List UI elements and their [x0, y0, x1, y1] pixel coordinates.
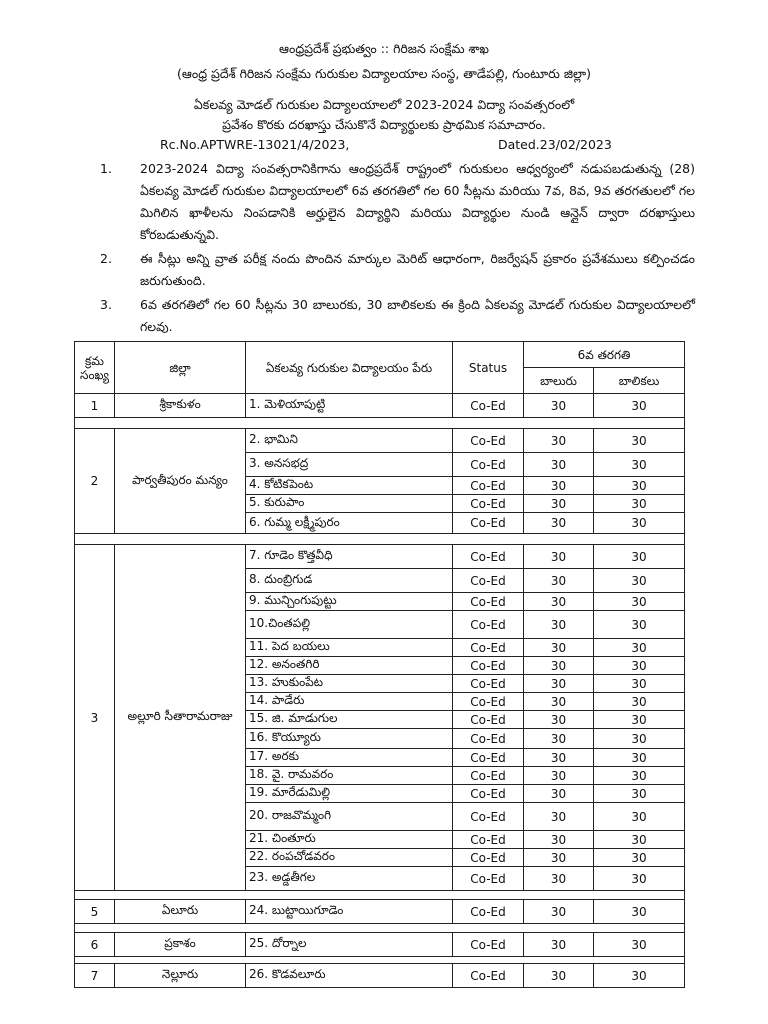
header-school-name: ఏకలవ్య గురుకుల విద్యాలయం పేరు [246, 342, 453, 394]
status-cell: Co-Ed [453, 933, 524, 957]
serial-number-cell: 7 [75, 964, 115, 988]
status-cell: Co-Ed [453, 849, 524, 867]
school-name-cell: 7. గూడెం కొత్తవీధి [246, 545, 453, 569]
school-name-cell: 16. కొయ్యూరు [246, 729, 453, 749]
group-spacer-cell [75, 534, 685, 545]
school-name-cell: 20. రాజవొమ్మంగి [246, 803, 453, 831]
group-spacer-row [75, 534, 685, 545]
status-cell: Co-Ed [453, 611, 524, 639]
table-row [75, 429, 685, 453]
district-cell: పార్వతీపురం మన్యం [115, 429, 246, 534]
status-cell: Co-Ed [453, 453, 524, 477]
girls-seats-cell: 30 [594, 933, 685, 957]
district-cell: ఏలూరు [115, 900, 246, 924]
header-line-1: ఆంధ్రప్రదేశ్ ప్రభుత్వం :: గిరిజన సంక్షేమ శాఖ [279, 41, 489, 56]
table-row [75, 933, 685, 957]
group-spacer-cell [75, 418, 685, 429]
status-cell: Co-Ed [453, 429, 524, 453]
boys-seats-cell: 30 [524, 453, 594, 477]
status-cell: Co-Ed [453, 593, 524, 611]
girls-seats-cell: 30 [594, 593, 685, 611]
header-class-6: 6వ తరగతి [524, 342, 685, 368]
point-2-number: 2. [100, 251, 112, 266]
header-line-3: ఏకలవ్య మోడల్ గురుకుల విద్యాలయాలలో 2023-2024 విద్యా సంవత్సరంలో [193, 97, 575, 112]
table-row [75, 394, 685, 418]
header-line-4: ప్రవేశం కొరకు దరఖాస్తు చేసుకొనే విద్యార్థులకు ప్రాథమిక సమాచారం. [222, 117, 546, 132]
school-name-cell: 11. పెద బయలు [246, 639, 453, 657]
group-spacer-cell [75, 924, 685, 933]
status-cell: Co-Ed [453, 711, 524, 729]
group-spacer-row [75, 957, 685, 964]
boys-seats-cell: 30 [524, 711, 594, 729]
girls-seats-cell: 30 [594, 803, 685, 831]
serial-number-cell: 1 [75, 394, 115, 418]
school-name-cell: 5. కురుపాం [246, 495, 453, 513]
school-name-cell: 1. మెళియాపుట్టి [246, 394, 453, 418]
status-cell: Co-Ed [453, 831, 524, 849]
point-1-text: 2023-2024 విద్యా సంవత్సరానికిగాను ఆంధ్రప్రదేశ్ రాష్ట్రంలో గురుకులం ఆధ్వర్యంలో నడుపబడుతున్న (28) ఏకలవ్య మోడల్ గురుకుల విద్యాలయాలలో 6వ తరగతిలో గల 60 సీట్లను మరియు 7వ, 8వ, 9వ తరగతులలో గల మిగిలిన ఖాళీలను నింపడానికి అర్హులైన విద్యార్థిని మరియు విద్యార్థుల నుండి ఆన్లైన్ ద్వారా దరఖాస్తులు కోరబడుతున్నవి. [140, 161, 695, 242]
school-name-cell: 19. మారేడుమిల్లి [246, 785, 453, 803]
girls-seats-cell: 30 [594, 657, 685, 675]
district-cell: శ్రీకాకుళం [115, 394, 246, 418]
group-spacer-row [75, 418, 685, 429]
reference-number: Rc.No.APTWRE-13021/4/2023, [160, 137, 350, 152]
status-cell: Co-Ed [453, 749, 524, 767]
school-name-cell: 6. గుమ్మ లక్ష్మీపురం [246, 513, 453, 534]
district-cell: నెల్లూరు [115, 964, 246, 988]
status-cell: Co-Ed [453, 693, 524, 711]
boys-seats-cell: 30 [524, 639, 594, 657]
girls-seats-cell: 30 [594, 611, 685, 639]
status-cell: Co-Ed [453, 513, 524, 534]
school-name-cell: 26. కొడవలూరు [246, 964, 453, 988]
girls-seats-cell: 30 [594, 513, 685, 534]
school-name-cell: 24. బుట్టాయిగూడెం [246, 900, 453, 924]
boys-seats-cell: 30 [524, 867, 594, 891]
table-row [75, 964, 685, 988]
girls-seats-cell: 30 [594, 639, 685, 657]
girls-seats-cell: 30 [594, 711, 685, 729]
boys-seats-cell: 30 [524, 785, 594, 803]
table-body [75, 394, 685, 988]
status-cell: Co-Ed [453, 495, 524, 513]
girls-seats-cell: 30 [594, 453, 685, 477]
girls-seats-cell: 30 [594, 867, 685, 891]
serial-number-cell: 5 [75, 900, 115, 924]
girls-seats-cell: 30 [594, 729, 685, 749]
status-cell: Co-Ed [453, 729, 524, 749]
girls-seats-cell: 30 [594, 569, 685, 593]
girls-seats-cell: 30 [594, 477, 685, 495]
school-seats-table [74, 341, 685, 988]
header-serial-number: క్రమ సంఖ్య [75, 342, 115, 394]
boys-seats-cell: 30 [524, 394, 594, 418]
boys-seats-cell: 30 [524, 933, 594, 957]
serial-number-cell: 3 [75, 545, 115, 891]
boys-seats-cell: 30 [524, 900, 594, 924]
point-3-text: 6వ తరగతిలో గల 60 సీట్లను 30 బాలురకు, 30 బాలికలకు ఈ క్రింది ఏకలవ్య మోడల్ గురుకుల విద్యాలయాలలో గలవు. [140, 297, 695, 334]
boys-seats-cell: 30 [524, 803, 594, 831]
school-name-cell: 15. జి. మాడుగుల [246, 711, 453, 729]
serial-number-cell: 6 [75, 933, 115, 957]
status-cell: Co-Ed [453, 900, 524, 924]
girls-seats-cell: 30 [594, 495, 685, 513]
girls-seats-cell: 30 [594, 693, 685, 711]
school-name-cell: 9. మున్చింగుపుట్టు [246, 593, 453, 611]
school-name-cell: 17. అరకు [246, 749, 453, 767]
school-name-cell: 3. అనసభద్ర [246, 453, 453, 477]
boys-seats-cell: 30 [524, 964, 594, 988]
reference-date: Dated.23/02/2023 [498, 137, 612, 152]
school-name-cell: 12. అనంతగిరి [246, 657, 453, 675]
table-row [75, 900, 685, 924]
boys-seats-cell: 30 [524, 477, 594, 495]
table-row [75, 545, 685, 569]
girls-seats-cell: 30 [594, 767, 685, 785]
district-cell: ప్రకాశం [115, 933, 246, 957]
status-cell: Co-Ed [453, 803, 524, 831]
header-status: Status [453, 342, 524, 394]
school-name-cell: 22. రంపచోడవరం [246, 849, 453, 867]
girls-seats-cell: 30 [594, 849, 685, 867]
boys-seats-cell: 30 [524, 767, 594, 785]
group-spacer-row [75, 891, 685, 900]
school-name-cell: 14. పాడేరు [246, 693, 453, 711]
boys-seats-cell: 30 [524, 593, 594, 611]
status-cell: Co-Ed [453, 639, 524, 657]
serial-number-cell: 2 [75, 429, 115, 534]
status-cell: Co-Ed [453, 569, 524, 593]
status-cell: Co-Ed [453, 964, 524, 988]
district-cell: అల్లూరి సీతారామరాజు [115, 545, 246, 891]
table-header [75, 342, 685, 394]
header-boys: బాలురు [524, 368, 594, 394]
point-2-text: ఈ సీట్లు అన్ని వ్రాత పరీక్ష నందు పొందిన మార్కుల మెరిట్ ఆధారంగా, రిజర్వేషన్ ప్రకారం ప్రవేశములు కల్పించడం జరుగుతుంది. [140, 251, 695, 288]
boys-seats-cell: 30 [524, 657, 594, 675]
school-name-cell: 13. హుకుంపేట [246, 675, 453, 693]
status-cell: Co-Ed [453, 545, 524, 569]
status-cell: Co-Ed [453, 477, 524, 495]
status-cell: Co-Ed [453, 394, 524, 418]
boys-seats-cell: 30 [524, 495, 594, 513]
boys-seats-cell: 30 [524, 831, 594, 849]
boys-seats-cell: 30 [524, 513, 594, 534]
boys-seats-cell: 30 [524, 611, 594, 639]
school-name-cell: 2. భామిని [246, 429, 453, 453]
girls-seats-cell: 30 [594, 675, 685, 693]
school-name-cell: 8. దుంబ్రిగుడ [246, 569, 453, 593]
status-cell: Co-Ed [453, 767, 524, 785]
school-name-cell: 25. దోర్నాల [246, 933, 453, 957]
status-cell: Co-Ed [453, 867, 524, 891]
boys-seats-cell: 30 [524, 849, 594, 867]
school-name-cell: 18. వై. రామవరం [246, 767, 453, 785]
school-name-cell: 10.చింతపల్లి [246, 611, 453, 639]
point-1-number: 1. [100, 161, 112, 176]
group-spacer-row [75, 924, 685, 933]
girls-seats-cell: 30 [594, 831, 685, 849]
boys-seats-cell: 30 [524, 693, 594, 711]
girls-seats-cell: 30 [594, 545, 685, 569]
school-name-cell: 21. చింతూరు [246, 831, 453, 849]
point-3-number: 3. [100, 297, 112, 312]
boys-seats-cell: 30 [524, 429, 594, 453]
header-girls: బాలికలు [594, 368, 685, 394]
school-name-cell: 23. అడ్డతీగల [246, 867, 453, 891]
girls-seats-cell: 30 [594, 900, 685, 924]
boys-seats-cell: 30 [524, 675, 594, 693]
header-line-2: (ఆంధ్ర ప్రదేశ్ గిరిజన సంక్షేమ గురుకుల విద్యాలయాల సంస్థ, తాడేపల్లి, గుంటూరు జిల్లా) [177, 66, 591, 81]
status-cell: Co-Ed [453, 657, 524, 675]
school-name-cell: 4. కోటికపెంట [246, 477, 453, 495]
boys-seats-cell: 30 [524, 545, 594, 569]
girls-seats-cell: 30 [594, 964, 685, 988]
boys-seats-cell: 30 [524, 729, 594, 749]
status-cell: Co-Ed [453, 675, 524, 693]
status-cell: Co-Ed [453, 785, 524, 803]
group-spacer-cell [75, 957, 685, 964]
girls-seats-cell: 30 [594, 749, 685, 767]
group-spacer-cell [75, 891, 685, 900]
girls-seats-cell: 30 [594, 394, 685, 418]
boys-seats-cell: 30 [524, 569, 594, 593]
girls-seats-cell: 30 [594, 785, 685, 803]
girls-seats-cell: 30 [594, 429, 685, 453]
header-district: జిల్లా [115, 342, 246, 394]
boys-seats-cell: 30 [524, 749, 594, 767]
